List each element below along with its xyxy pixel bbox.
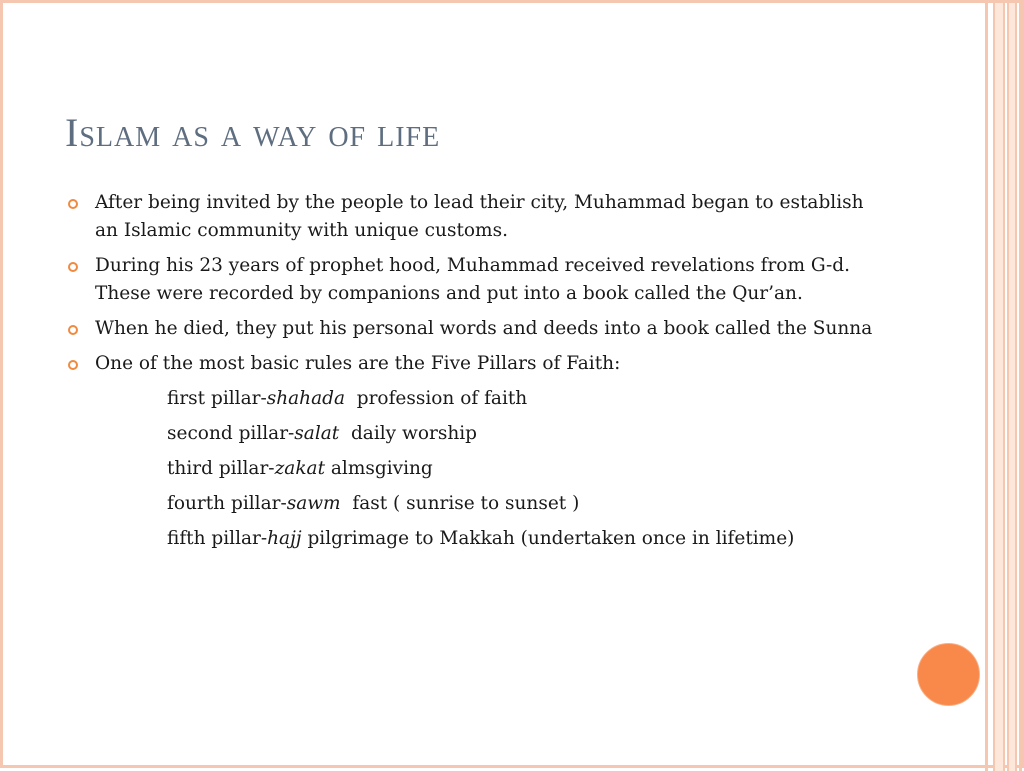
- pillar-term: zakat: [274, 458, 326, 479]
- orange-circle-decoration: [917, 643, 980, 706]
- pillar-label: second pillar-: [167, 423, 295, 444]
- pillar-item: [167, 525, 875, 553]
- pillar-desc: pilgrimage to Makkah (undertaken once in lifetime): [301, 528, 795, 549]
- pillar-desc: daily worship: [339, 423, 477, 444]
- decorative-stripe: [1019, 3, 1022, 771]
- bullet-item: [95, 315, 875, 343]
- bullet-text: During his 23 years of prophet hood, Muhammad received revelations from G-d. These were recorded by companions and put into a book called the Qur’an.: [95, 255, 850, 304]
- bullet-item: [95, 252, 875, 308]
- pillar-item: [167, 455, 875, 483]
- bullet-text: When he died, they put his personal words and deeds into a book called the Sunna: [95, 318, 873, 339]
- bullet-item: [95, 189, 875, 245]
- slide-content: [95, 189, 875, 560]
- pillar-item: [167, 490, 875, 518]
- pillar-desc: profession of faith: [344, 388, 528, 409]
- ring-bullet-icon: [68, 325, 78, 335]
- pillar-term: salat: [294, 423, 340, 444]
- bullet-text: One of the most basic rules are the Five Pillars of Faith:: [95, 353, 621, 374]
- pillar-label: fourth pillar-: [167, 493, 287, 514]
- ring-bullet-icon: [68, 199, 78, 209]
- pillar-term: hajj: [267, 528, 302, 549]
- decorative-stripe: [1007, 3, 1017, 771]
- ring-bullet-icon: [68, 360, 78, 370]
- ring-bullet-icon: [68, 262, 78, 272]
- decorative-stripe: [985, 3, 988, 771]
- pillar-desc: fast ( sunrise to sunset ): [340, 493, 580, 514]
- pillar-label: first pillar-: [167, 388, 267, 409]
- pillar-item: [167, 385, 875, 413]
- pillar-item: [167, 420, 875, 448]
- slide-title: Islam as a way of life: [65, 110, 441, 155]
- decorative-stripe: [993, 3, 1005, 771]
- bullet-item: [95, 350, 875, 378]
- pillar-term: sawm: [286, 493, 341, 514]
- pillar-label: third pillar-: [167, 458, 275, 479]
- pillar-label: fifth pillar-: [167, 528, 268, 549]
- pillar-desc: almsgiving: [325, 458, 433, 479]
- bullet-text: After being invited by the people to lead their city, Muhammad began to establish an Islamic community with unique customs.: [95, 192, 864, 241]
- pillar-term: shahada: [266, 388, 345, 409]
